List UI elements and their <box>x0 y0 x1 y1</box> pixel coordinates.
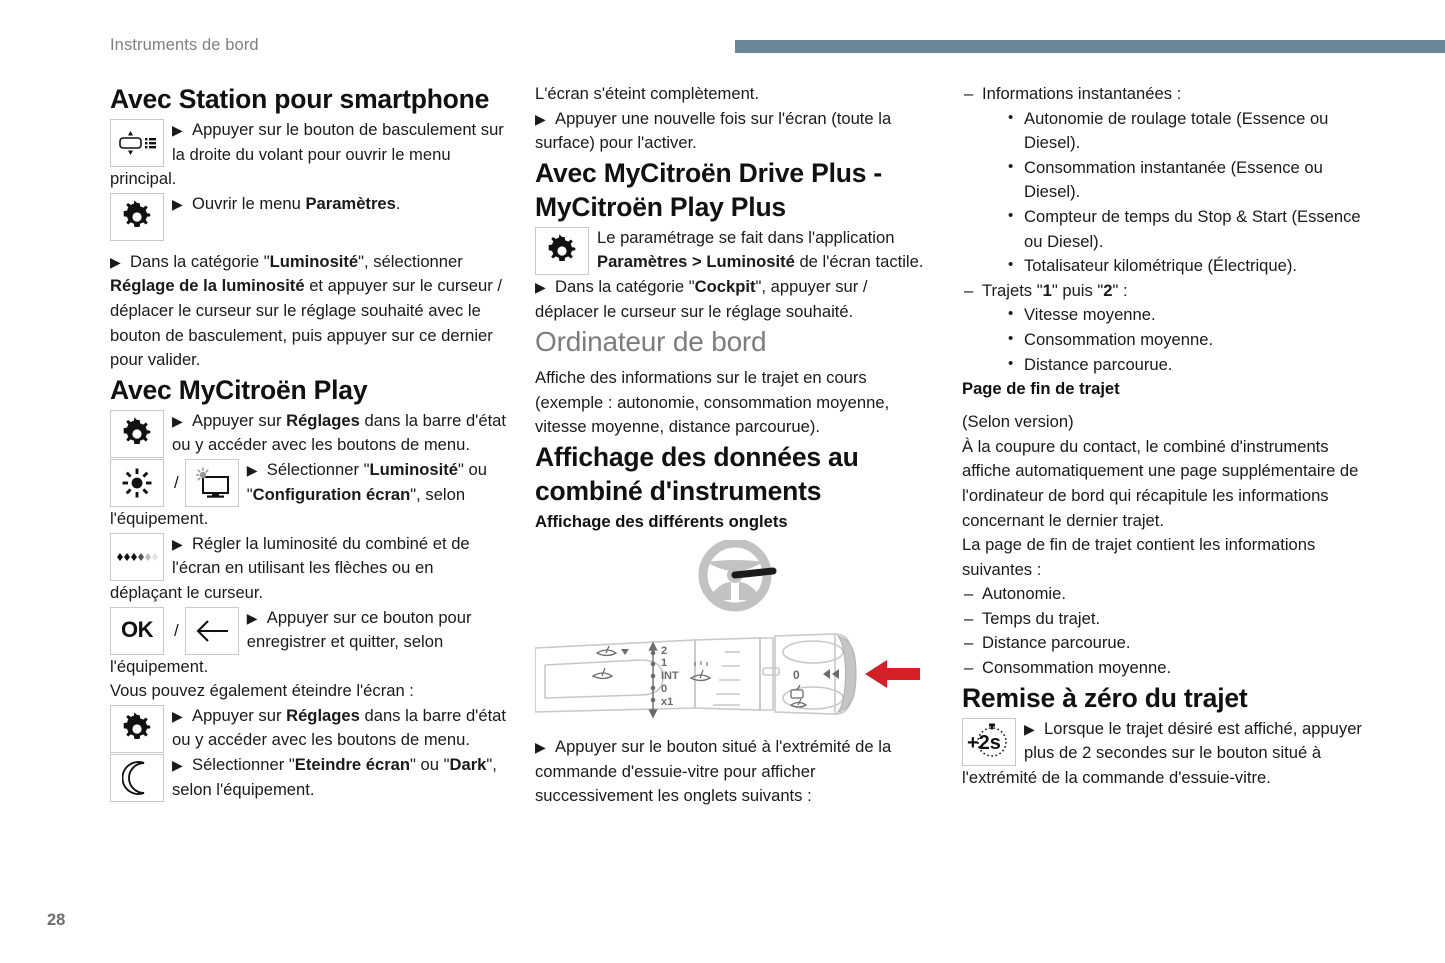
bullet-arrow-icon: ▶ <box>172 707 183 724</box>
plus-2s-stopwatch-icon <box>962 718 1016 766</box>
bullet-arrow-icon: ▶ <box>172 195 183 212</box>
list-item: – Autonomie. <box>962 582 1362 607</box>
paragraph-reactiver-ecran: ▶ Appuyer une nouvelle fois sur l'écran (toute la surface) pour l'activer. <box>535 108 892 153</box>
red-pointer-arrow <box>865 660 920 688</box>
bullet-arrow-icon: ▶ <box>535 278 546 295</box>
paragraph-ecran-eteint: L'écran s'éteint complètement. <box>535 84 760 103</box>
steering-wheel-icon <box>703 543 773 607</box>
heading-page-fin-trajet: Page de fin de trajet <box>962 379 1120 399</box>
list-item: – Informations instantanées : • Autonomie de roulage totale (Essence ou Diesel). • Consommation instantanée (Essence ou Diesel). • Compteur de temps du Stop & Start (Essence ou Diesel). • Totalisateur kilométrique (Électrique). <box>962 82 1362 279</box>
list-page-fin-trajet <box>962 582 1362 680</box>
column-2 <box>535 82 925 809</box>
instruction-text: ▶ Lorsque le trajet désiré est affiché, appuyer plus de 2 secondes sur le bouton situé à l'extrémité de la commande d'essuie-vitre. <box>962 718 1362 787</box>
list-item: – Temps du trajet. <box>962 607 1362 632</box>
paragraph-cockpit: ▶ Dans la catégorie "Cockpit", appuyer sur / déplacer le curseur sur le réglage souhaité. <box>535 276 868 321</box>
instruction-text: ▶ Ouvrir le menu Paramètres. <box>172 193 401 213</box>
stalk-label-int: INT <box>661 669 679 682</box>
heading-drive-plus: Avec MyCitroën Drive Plus - MyCitroën Play Plus <box>535 157 883 222</box>
stalk-label-2: 2 <box>661 644 668 657</box>
list-item: – Distance parcourue. <box>962 631 1362 656</box>
list-item: • Compteur de temps du Stop & Start (Essence ou Diesel). <box>1002 205 1362 254</box>
instruction-reglages-1 <box>110 409 510 458</box>
instruction-text: ▶ Appuyer sur Réglages dans la barre d'état ou y accéder avec les boutons de menu. <box>172 410 507 455</box>
list-item: • Consommation moyenne. <box>1002 328 1362 353</box>
running-head: Instruments de bord <box>110 36 259 54</box>
separator-slash: / <box>174 620 179 640</box>
instruction-text: ▶ Appuyer sur ce bouton pour enregistrer et quitter, selon l'équipement. <box>110 607 472 676</box>
paragraph-affiche-infos: Affiche des informations sur le trajet en cours (exemple : autonomie, consommation moyenne, vitesse moyenne, distance parcourue). <box>535 368 890 437</box>
separator-slash: / <box>174 472 179 492</box>
instruction-text: ▶ Appuyer sur le bouton de basculement sur la droite du volant pour ouvrir le menu principal. <box>110 120 504 189</box>
moon-icon <box>110 754 164 802</box>
gear-icon <box>110 410 164 458</box>
bullet-arrow-icon: ▶ <box>172 412 183 429</box>
list-item: • Consommation instantanée (Essence ou Diesel). <box>1002 156 1362 205</box>
bullet-arrow-icon: ▶ <box>535 110 546 127</box>
instruction-text: ▶ Sélectionner "Luminosité" ou "Configuration écran", selon l'équipement. <box>110 459 487 529</box>
instruction-text: ▶ Sélectionner "Eteindre écran" ou "Dark", selon l'équipement. <box>172 755 497 799</box>
tilt-switch-menu-icon <box>110 119 164 167</box>
ok-button-icon <box>110 607 164 655</box>
sublist-infos <box>1002 107 1362 279</box>
heading-affichage-donnees: Affichage des données au combiné d'instruments <box>535 441 859 506</box>
heading-remise-a-zero: Remise à zéro du trajet <box>962 682 1248 713</box>
bullet-arrow-icon: ▶ <box>172 535 183 552</box>
column-1 <box>110 82 510 802</box>
paragraph-coupure-contact: À la coupure du contact, le combiné d'instruments affiche automatiquement une page supplémentaire de l'ordinateur de bord qui récapitule les informations concernant le dernier trajet. <box>962 436 1359 530</box>
gear-icon <box>535 227 589 275</box>
svg-text:+2s: +2s <box>967 731 1001 754</box>
instruction-regler-luminosite <box>110 532 510 606</box>
list-item: – Consommation moyenne. <box>962 656 1362 681</box>
wiper-stalk-illustration <box>535 540 925 735</box>
stalk-rear-label-0: 0 <box>793 667 800 682</box>
page-number: 28 <box>47 911 66 929</box>
paragraph-selon-version: (Selon version) <box>962 412 1074 432</box>
sublist-trajets <box>1002 303 1362 377</box>
screen-brightness-icon <box>185 459 239 507</box>
list-item: – Trajets "1" puis "2" : • Vitesse moyenne. • Consommation moyenne. • Distance parcourue. <box>962 279 1362 377</box>
paragraph-luminosite: ▶ Dans la catégorie "Luminosité", sélectionner Réglage de la luminosité et appuyer sur le curseur / déplacer le curseur sur le réglage souhaité avec le bouton de basculement, puis appuyer sur ce dernier pour valider. <box>110 251 502 370</box>
gear-icon <box>110 705 164 753</box>
bullet-arrow-icon: ▶ <box>535 738 546 755</box>
stalk-label-1: 1 <box>661 656 668 669</box>
stalk-label-0: 0 <box>661 682 668 695</box>
paragraph-appuyer-bouton: ▶ Appuyer sur le bouton situé à l'extrémité de la commande d'essuie-vitre pour afficher successivement les onglets suivants : <box>535 736 892 806</box>
instruction-select-luminosite <box>110 458 510 532</box>
header-accent-bar <box>735 40 1445 53</box>
ok-label: OK <box>121 617 153 643</box>
instruction-text: Le paramétrage se fait dans l'application Paramètres > Luminosité de l'écran tactile. <box>597 227 924 272</box>
back-arrow-icon <box>185 607 239 655</box>
paragraph-contenu-page: La page de fin de trajet contient les informations suivantes : <box>962 535 1316 579</box>
bullet-arrow-icon: ▶ <box>1024 720 1035 737</box>
bullet-arrow-icon: ▶ <box>246 461 258 478</box>
instruction-reglages-2 <box>110 704 510 753</box>
instruction-open-settings <box>110 192 510 241</box>
instruction-text: ▶ Régler la luminosité du combiné et de l'écran en utilisant les flèches ou en déplaçant le curseur. <box>110 533 470 602</box>
heading-avec-station: Avec Station pour smartphone <box>110 84 490 114</box>
instruction-remise-a-zero <box>962 717 1362 791</box>
bullet-arrow-icon: ▶ <box>110 253 121 270</box>
instruction-parametrage-app <box>535 226 925 275</box>
paragraph-eteindre-ecran: Vous pouvez également éteindre l'écran : <box>110 681 414 701</box>
list-item: • Autonomie de roulage totale (Essence ou Diesel). <box>1002 107 1362 156</box>
instruction-ok-back <box>110 606 510 680</box>
heading-ordinateur-de-bord: Ordinateur de bord <box>535 326 767 358</box>
stalk-label-x1: x1 <box>661 695 674 708</box>
list-item: • Vitesse moyenne. <box>1002 303 1362 328</box>
bullet-arrow-icon: ▶ <box>172 757 183 774</box>
column-3 <box>962 82 1362 790</box>
heading-mycitroen-play: Avec MyCitroën Play <box>110 374 368 405</box>
bullet-arrow-icon: ▶ <box>246 609 258 626</box>
slider-dots-icon <box>110 533 164 581</box>
rewind-icon <box>823 669 839 679</box>
list-item: • Distance parcourue. <box>1002 353 1362 378</box>
instruction-text: ▶ Appuyer sur Réglages dans la barre d'état ou y accéder avec les boutons de menu. <box>172 705 507 750</box>
list-item: • Totalisateur kilométrique (Électrique). <box>1002 254 1362 279</box>
gear-icon <box>110 193 164 241</box>
brightness-sun-icon <box>110 459 164 507</box>
list-infos-instantanees <box>962 82 1362 377</box>
subheading-onglets: Affichage des différents onglets <box>535 511 788 531</box>
instruction-dark-mode <box>110 753 510 802</box>
instruction-tilt-button <box>110 118 510 192</box>
bullet-arrow-icon: ▶ <box>172 122 183 138</box>
